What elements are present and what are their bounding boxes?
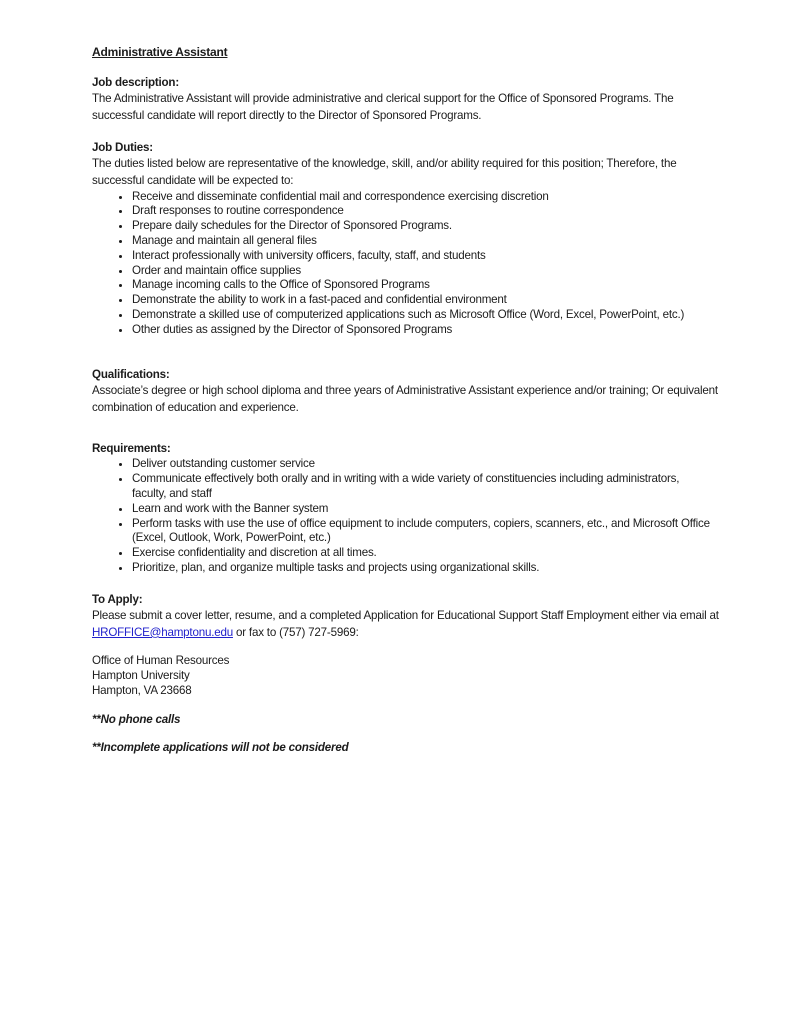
requirements-heading: Requirements: xyxy=(92,442,171,456)
requirement-item xyxy=(132,561,713,576)
job-duty-item: • Manage incoming calls to the Office of Sponsored Programs xyxy=(132,278,713,293)
job-duty-item: • Receive and disseminate confidential mail and correspondence exercising discretion xyxy=(132,190,713,205)
text-line: Associate’s degree or high school diploma and three years of Administrative Assistant experience and/or training; Or equivalent xyxy=(92,383,718,397)
requirement-item xyxy=(132,517,713,547)
job-duty-item: • Other duties as assigned by the Director of Sponsored Programs xyxy=(132,323,713,338)
job-duty-item: • Interact professionally with university officers, faculty, staff, and students xyxy=(132,249,713,264)
text-line: • Learn and work with the Banner system xyxy=(132,501,329,515)
text-line: • Perform tasks with use the use of office equipment to include computers, copiers, scanners, etc., and Microsoft Office xyxy=(132,516,710,530)
address-block xyxy=(92,653,713,698)
no-phone-calls-note: **No phone calls xyxy=(92,712,181,726)
requirements-list xyxy=(92,457,713,575)
job-duties-heading: Job Duties: xyxy=(92,140,153,154)
requirement-item xyxy=(132,546,713,561)
address-line: Office of Human Resources xyxy=(92,653,230,667)
job-description-heading: Job description: xyxy=(92,76,179,89)
text-line: • Prioritize, plan, and organize multiple tasks and projects using organizational skills. xyxy=(132,560,540,574)
qualifications-heading: Qualifications: xyxy=(92,367,170,381)
job-duty-item: • Order and maintain office supplies xyxy=(132,264,713,279)
fax-text: or fax to (757) 727-5969: xyxy=(232,625,359,639)
incomplete-applications-note: **Incomplete applications will not be considered xyxy=(92,740,349,754)
to-apply-heading: To Apply: xyxy=(92,592,143,606)
page-title: Administrative Assistant xyxy=(92,45,228,59)
job-duties-list xyxy=(92,190,713,338)
job-description-body xyxy=(92,91,713,125)
requirement-item xyxy=(132,472,713,502)
text-line: • Exercise confidentiality and discretion at all times. xyxy=(132,546,377,560)
job-duty-item: • Demonstrate a skilled use of computerized applications such as Microsoft Office (Word, Excel, PowerPoint, etc.) xyxy=(132,308,713,323)
job-duty-item: • Manage and maintain all general files xyxy=(132,234,713,249)
requirement-item xyxy=(132,502,713,517)
address-line: Hampton University xyxy=(92,668,190,682)
text-line: (Excel, Outlook, Work, PowerPoint, etc.) xyxy=(132,531,331,545)
address-line: Hampton, VA 23668 xyxy=(92,683,192,697)
job-duty-item: • Draft responses to routine correspondence xyxy=(132,204,713,219)
requirement-item xyxy=(132,457,713,472)
job-duty-item: • Prepare daily schedules for the Director of Sponsored Programs. xyxy=(132,219,713,234)
text-line: Please submit a cover letter, resume, and a completed Application for Educational Support Staff Employment either via email at xyxy=(92,608,719,622)
text-line: • Deliver outstanding customer service xyxy=(132,457,315,471)
apply-instructions xyxy=(92,608,719,642)
text-line: • Communicate effectively both orally and in writing with a wide variety of constituencies including administrators, xyxy=(132,472,680,486)
text-line: successful candidate will be expected to: xyxy=(92,173,294,187)
text-line: The duties listed below are representative of the knowledge, skill, and/or ability required for this position; Therefore, the xyxy=(92,156,677,170)
text-line: The Administrative Assistant will provide administrative and clerical support for the Office of Sponsored Programs. The xyxy=(92,92,674,105)
text-line: faculty, and staff xyxy=(132,487,212,500)
text-line: successful candidate will report directly to the Director of Sponsored Programs. xyxy=(92,108,482,122)
text-line xyxy=(92,625,713,642)
text-line: combination of education and experience. xyxy=(92,400,299,414)
job-duty-item: • Demonstrate the ability to work in a fast-paced and confidential environment xyxy=(132,293,713,308)
qualifications-body xyxy=(92,383,718,417)
job-duties-intro xyxy=(92,156,713,190)
email-link[interactable]: HROFFICE@hamptonu.edu xyxy=(92,625,233,639)
